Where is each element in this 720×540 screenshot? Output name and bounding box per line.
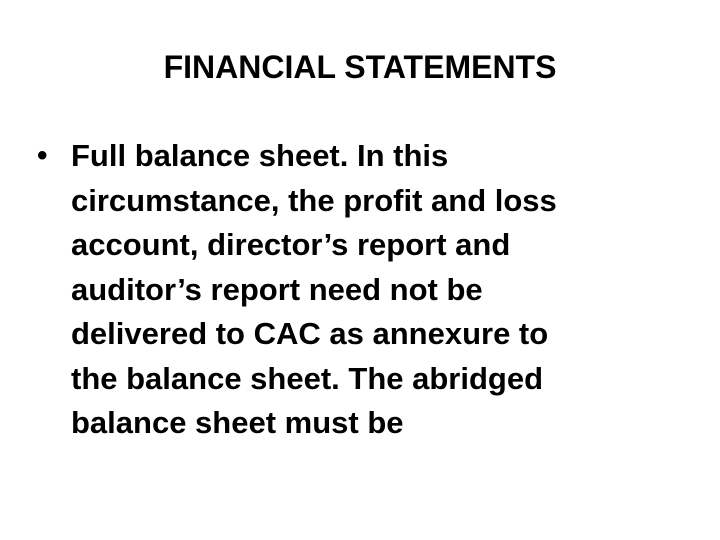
bullet-line: Full balance sheet. In this bbox=[71, 138, 449, 173]
slide-title: FINANCIAL STATEMENTS bbox=[163, 49, 557, 85]
bullet-line: the balance sheet. The abridged bbox=[71, 360, 544, 396]
bullet-line: account, director’s report and bbox=[71, 227, 511, 262]
bullet-line: balance sheet must be bbox=[71, 405, 404, 440]
bullet-icon: • bbox=[37, 139, 48, 172]
bullet-line: circumstance, the profit and loss bbox=[71, 182, 557, 218]
bullet-text bbox=[71, 134, 681, 446]
bullet-line: delivered to CAC as annexure to bbox=[71, 316, 549, 351]
bullet-line: auditor’s report need not be bbox=[71, 271, 483, 307]
